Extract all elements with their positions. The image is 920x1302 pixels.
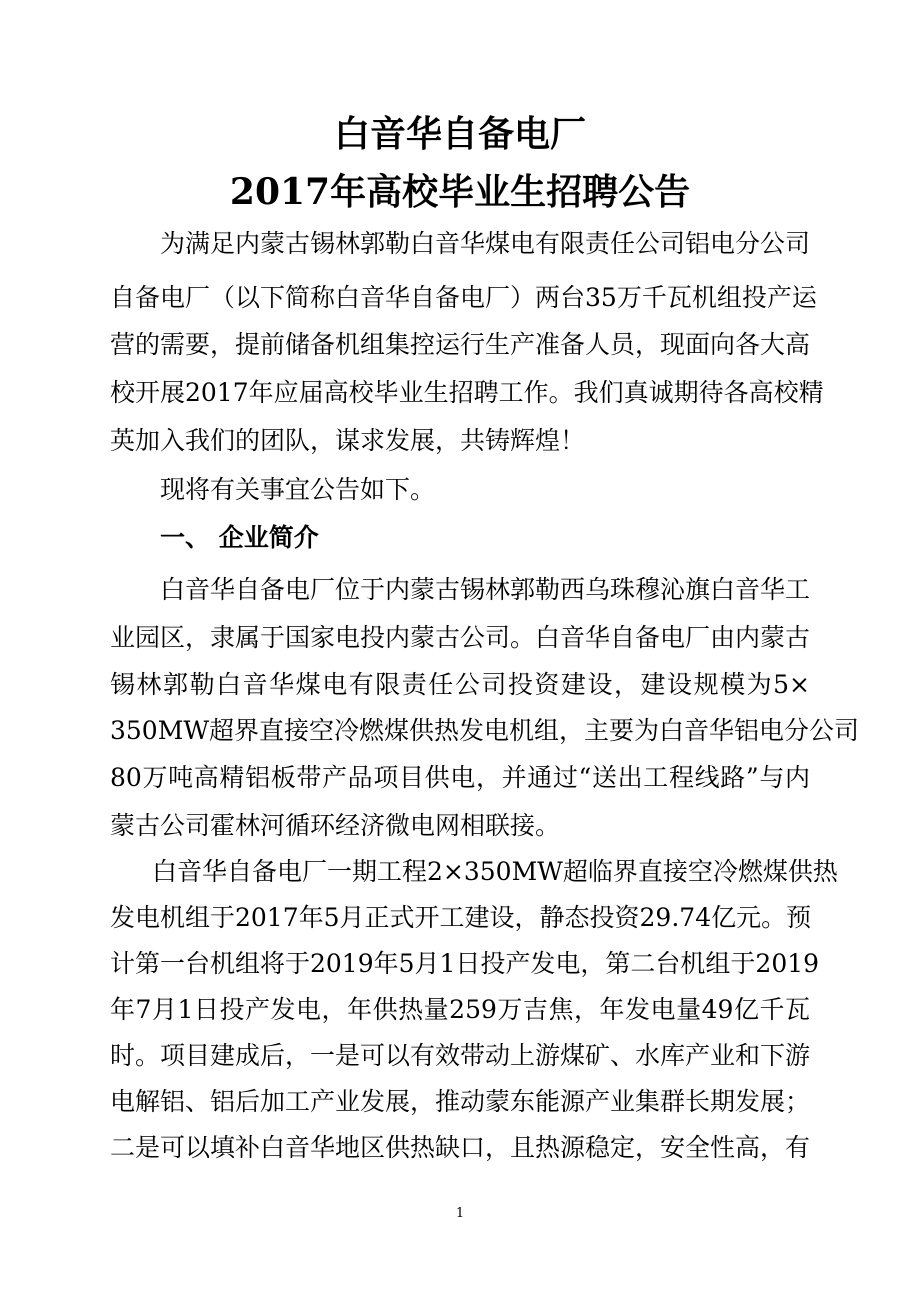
intro-line: 英加入我们的团队，谋求发展，共铸辉煌！ xyxy=(110,426,586,455)
section-heading: 一、 企业简介 xyxy=(160,523,319,552)
section1-para2-line: 发电机组于2017年5月正式开工建设，静态投资29.74亿元。预 xyxy=(110,903,812,932)
intro-line: 自备电厂（以下简称白音华自备电厂）两台35万千瓦机组投产运 xyxy=(110,283,817,312)
section1-para1-line: 业园区，隶属于国家电投内蒙古公司。白音华自备电厂由内蒙古 xyxy=(110,623,811,652)
section1-para1-line: 锡林郭勒白音华煤电有限责任公司投资建设，建设规模为5× xyxy=(110,670,810,699)
section1-para1-line: 350MW超界直接空冷燃煤供热发电机组，主要为白音华铝电分公司 xyxy=(110,716,860,745)
section1-para2-line: 计第一台机组将于2019年5月1日投产发电，第二台机组于2019 xyxy=(110,949,820,978)
intro-line: 为满足内蒙古锡林郭勒白音华煤电有限责任公司铝电分公司 xyxy=(160,229,811,258)
section1-para2-line: 时。项目建成后，一是可以有效带动上游煤矿、水库产业和下游 xyxy=(110,1041,811,1070)
section1-para1-line: 白音华自备电厂位于内蒙古锡林郭勒西乌珠穆沁旗白音华工 xyxy=(160,575,811,604)
section1-para1-line: 蒙古公司霍林河循环经济微电网相联接。 xyxy=(110,811,561,840)
document-title-line1: 白音华自备电厂 xyxy=(333,113,586,155)
intro-line: 营的需要，提前储备机组集控运行生产准备人员，现面向各大高 xyxy=(110,330,811,359)
intro-line: 校开展2017年应届高校毕业生招聘工作。我们真诚期待各高校精 xyxy=(110,378,824,407)
announce-line: 现将有关事宜公告如下。 xyxy=(160,475,436,504)
section1-para2-line: 年7月1日投产发电，年供热量259万吉焦，年发电量49亿千瓦 xyxy=(110,995,810,1024)
section1-para2-line: 电解铝、铝后加工产业发展，推动蒙东能源产业集群长期发展； xyxy=(110,1087,811,1116)
section1-para2-line: 二是可以填补白音华地区供热缺口，且热源稳定，安全性高，有 xyxy=(110,1133,811,1162)
page-number: 1 xyxy=(455,1206,465,1221)
section1-para2-line: 白音华自备电厂一期工程2×350MW超临界直接空冷燃煤供热 xyxy=(152,857,838,886)
section1-para1-line: 80万吨高精铝板带产品项目供电，并通过“送出工程线路”与内 xyxy=(110,763,810,792)
document-title-line2: 2017年高校毕业生招聘公告 xyxy=(229,171,691,213)
